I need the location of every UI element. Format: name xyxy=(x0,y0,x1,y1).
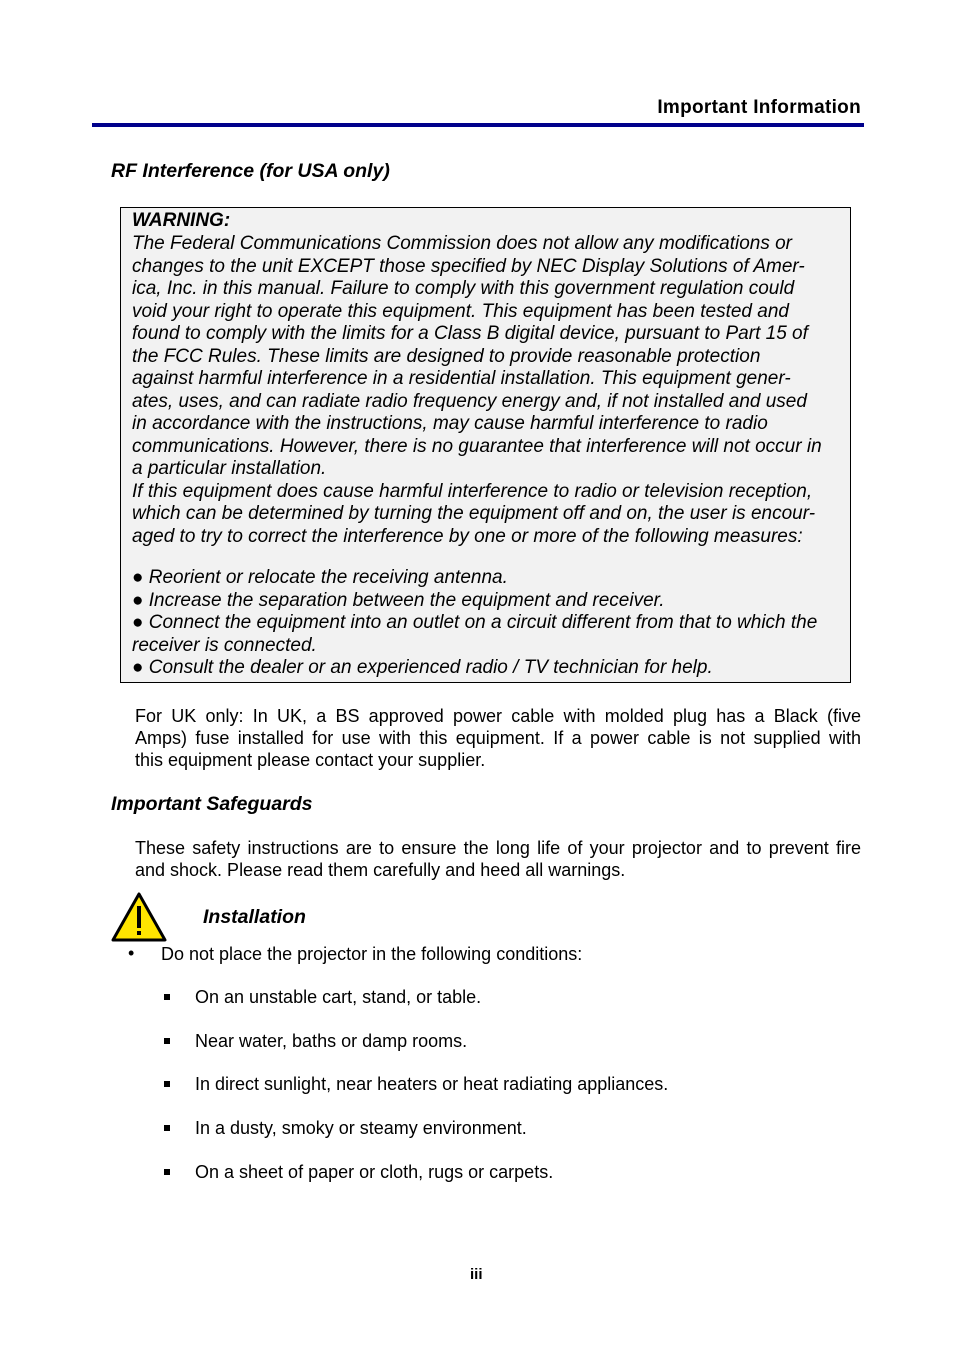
warning-text-line: The Federal Communications Commission does not allow any modifications or xyxy=(132,233,793,254)
measure-item: ● Connect the equipment into an outlet on a circuit different from that to which the xyxy=(132,612,818,633)
warning-text-line: a particular installation. xyxy=(132,458,327,479)
condition-item: On a sheet of paper or cloth, rugs or carpets. xyxy=(195,1161,554,1182)
warning-box xyxy=(120,207,851,683)
measure-item: receiver is connected. xyxy=(132,634,317,656)
condition-item: In direct sunlight, near heaters or heat radiating appliances. xyxy=(195,1074,669,1095)
warning-text-line: found to comply with the limits for a Class B digital device, pursuant to Part 15 of xyxy=(132,323,808,344)
warning-text-line: If this equipment does cause harmful interference to radio or television reception, xyxy=(132,480,813,502)
warning-text-line: changes to the unit EXCEPT those specified by NEC Display Solutions of Amer- xyxy=(132,255,805,277)
safeguards-intro xyxy=(135,838,861,882)
warning-triangle-icon xyxy=(111,892,167,942)
bullet-dot: • xyxy=(128,943,135,963)
installation-heading: Installation xyxy=(203,906,306,928)
warning-text-line: communications. However, there is no guarantee that interference will not occur in xyxy=(132,435,822,457)
square-bullet-icon xyxy=(164,1125,170,1131)
condition-item: Near water, baths or damp rooms. xyxy=(195,1030,468,1051)
warning-text-line: against harmful interference in a residential installation. This equipment gener- xyxy=(132,368,791,389)
warning-text-line: void your right to operate this equipment. This equipment has been tested and xyxy=(132,300,789,322)
uk-note-line: this equipment please contact your supplier. xyxy=(135,749,486,770)
measure-item: ● Reorient or relocate the receiving antenna. xyxy=(132,567,508,588)
warning-text-line: ica, Inc. in this manual. Failure to comply with this government regulation could xyxy=(132,278,795,299)
warning-text-line: aged to try to correct the interference by one or more of the following measures: xyxy=(132,525,803,547)
warning-text-line: ates, uses, and can radiate radio frequency energy and, if not installed and used xyxy=(132,390,807,412)
square-bullet-icon xyxy=(164,1081,170,1087)
installation-bullet: Do not place the projector in the following conditions: xyxy=(161,944,583,964)
intro-line: These safety instructions are to ensure the long life of your projector and to prevent fire xyxy=(135,838,861,858)
rf-heading: RF Interference (for USA only) xyxy=(111,160,390,182)
safeguards-heading: Important Safeguards xyxy=(111,793,313,815)
measure-item: ● Consult the dealer or an experienced radio / TV technician for help. xyxy=(132,657,713,678)
header-title: Important Information xyxy=(657,97,861,118)
square-bullet-icon xyxy=(164,1169,170,1175)
warning-title: WARNING: xyxy=(132,210,231,231)
measure-item: ● Increase the separation between the equipment and receiver. xyxy=(132,589,665,611)
uk-note xyxy=(135,706,861,771)
warning-text-line: the FCC Rules. These limits are designed to provide reasonable protection xyxy=(132,345,761,367)
square-bullet-icon xyxy=(164,994,170,1000)
uk-note-line: Amps) fuse installed for use with this equipment. If a power cable is not supplied with xyxy=(135,727,861,748)
warning-text-line: which can be determined by turning the equipment off and on, the user is encour- xyxy=(132,503,816,524)
square-bullet-icon xyxy=(164,1038,170,1044)
intro-line: and shock. Please read them carefully and heed all warnings. xyxy=(135,859,626,880)
condition-item: On an unstable cart, stand, or table. xyxy=(195,987,482,1007)
header-rule xyxy=(92,123,864,127)
warning-text-line: in accordance with the instructions, may cause harmful interference to radio xyxy=(132,413,768,434)
condition-item: In a dusty, smoky or steamy environment. xyxy=(195,1118,527,1139)
page-number: iii xyxy=(470,1266,483,1283)
uk-note-line: For UK only: In UK, a BS approved power cable with molded plug has a Black (five xyxy=(135,706,861,726)
